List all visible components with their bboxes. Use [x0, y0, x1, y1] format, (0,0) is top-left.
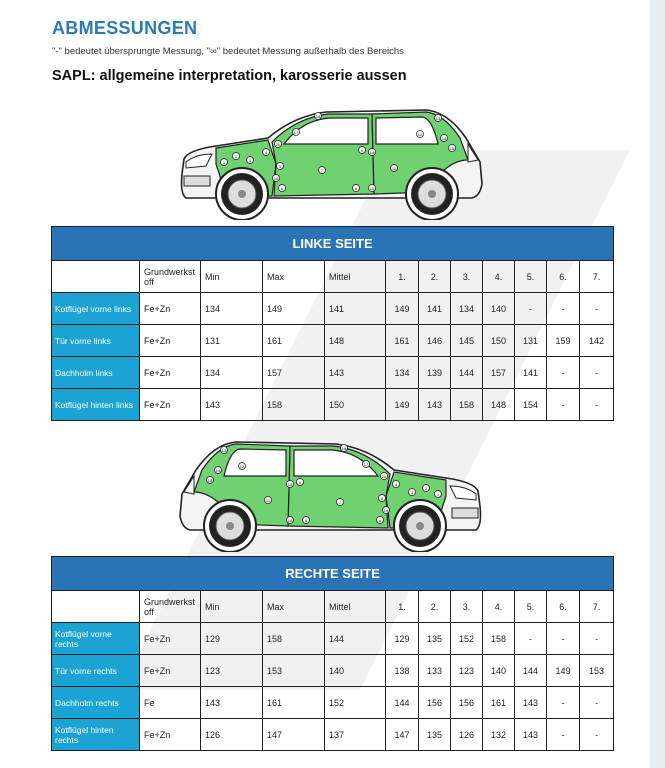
svg-text:10: 10 [287, 518, 293, 523]
row-label: Kotflügel vorne rechts [52, 623, 140, 655]
cell-m2: 143 [419, 389, 451, 421]
cell-m1: 144 [386, 687, 419, 719]
cell-m4: 132 [483, 719, 515, 751]
cell-material: Fe+Zn [140, 293, 201, 325]
cell-material: Fe+Zn [140, 357, 201, 389]
car-left-side-diagram [176, 104, 486, 220]
svg-text:12: 12 [239, 464, 245, 469]
svg-text:4: 4 [264, 150, 268, 155]
col-header-min: Min [201, 261, 263, 293]
cell-m6: - [547, 623, 580, 655]
cell-m7: - [580, 357, 614, 389]
cell-avg: 141 [325, 293, 386, 325]
row-label: Tür vorne rechts [52, 655, 140, 687]
col-header-material: Grundwerkstoff [140, 591, 201, 623]
cell-m4: 157 [483, 357, 515, 389]
cell-m6: - [547, 687, 580, 719]
table-title: RECHTE SEITE [52, 557, 614, 591]
col-header-min: Min [201, 591, 263, 623]
cell-max: 149 [263, 293, 325, 325]
cell-min: 134 [201, 357, 263, 389]
svg-text:15: 15 [207, 478, 213, 483]
row-label: Tür vorne links [52, 325, 140, 357]
cell-avg: 144 [325, 623, 386, 655]
table-row [52, 623, 614, 655]
col-header-m5: 5. [515, 261, 547, 293]
col-header-avg: Mittel [325, 261, 386, 293]
cell-m4: 148 [483, 389, 515, 421]
table-row [52, 293, 614, 325]
svg-text:19: 19 [383, 508, 389, 513]
cell-m5: 131 [515, 325, 547, 357]
row-label: Dachholm rechts [52, 687, 140, 719]
cell-m2: 156 [419, 687, 451, 719]
col-header-m1: 1. [386, 591, 419, 623]
cell-material: Fe+Zn [140, 623, 201, 655]
cell-material: Fe+Zn [140, 325, 201, 357]
cell-m2: 141 [419, 293, 451, 325]
cell-m4: 140 [483, 293, 515, 325]
car-right-side-diagram [176, 436, 486, 552]
row-label: Kotflügel vorne links [52, 293, 140, 325]
col-header-m7: 7. [580, 591, 614, 623]
cell-m5: 143 [515, 719, 547, 751]
col-header-max: Max [263, 261, 325, 293]
col-header-m2: 2. [419, 591, 451, 623]
car-body [180, 442, 481, 552]
svg-text:14: 14 [215, 468, 221, 473]
cell-m2: 133 [419, 655, 451, 687]
cell-m3: 123 [451, 655, 483, 687]
cell-m1: 134 [386, 357, 419, 389]
svg-text:14: 14 [441, 136, 447, 141]
cell-m3: 158 [451, 389, 483, 421]
cell-m1: 149 [386, 293, 419, 325]
row-label: Dachholm links [52, 357, 140, 389]
col-header-m4: 4. [483, 591, 515, 623]
table-row [52, 719, 614, 751]
cell-max: 158 [263, 623, 325, 655]
cell-m3: 126 [451, 719, 483, 751]
table-title: LINKE SEITE [52, 227, 614, 261]
cell-m5: - [515, 293, 547, 325]
corner-cell [52, 591, 140, 623]
col-header-avg: Mittel [325, 591, 386, 623]
cell-material: Fe+Zn [140, 389, 201, 421]
svg-text:11: 11 [265, 498, 271, 503]
table-row [52, 357, 614, 389]
svg-text:13: 13 [435, 116, 441, 121]
cell-material: Fe+Zn [140, 719, 201, 751]
svg-text:11: 11 [391, 166, 397, 171]
svg-text:8: 8 [354, 186, 358, 191]
cell-min: 134 [201, 293, 263, 325]
col-header-m2: 2. [419, 261, 451, 293]
col-header-material: Grundwerkstoff [140, 261, 201, 293]
cell-m3: 156 [451, 687, 483, 719]
svg-text:15: 15 [449, 146, 455, 151]
cell-m5: - [515, 623, 547, 655]
cell-avg: 150 [325, 389, 386, 421]
left-side-table [51, 226, 614, 421]
svg-text:3: 3 [248, 158, 252, 163]
svg-text:19: 19 [273, 176, 279, 181]
svg-text:16: 16 [341, 446, 347, 451]
cell-m7: - [580, 687, 614, 719]
svg-text:12: 12 [417, 132, 423, 137]
svg-text:17: 17 [293, 130, 299, 135]
col-header-m4: 4. [483, 261, 515, 293]
cell-avg: 140 [325, 655, 386, 687]
col-header-max: Max [263, 591, 325, 623]
table-row [52, 687, 614, 719]
cell-m5: 141 [515, 357, 547, 389]
cell-m6: - [547, 389, 580, 421]
svg-text:7: 7 [338, 500, 342, 505]
table-row [52, 655, 614, 687]
svg-text:7: 7 [320, 168, 324, 173]
cell-m7: - [580, 389, 614, 421]
cell-m7: - [580, 293, 614, 325]
corner-cell [52, 261, 140, 293]
svg-text:2: 2 [234, 154, 238, 159]
svg-text:1: 1 [436, 492, 440, 497]
svg-text:10: 10 [369, 186, 375, 191]
cell-min: 143 [201, 687, 263, 719]
cell-m2: 139 [419, 357, 451, 389]
svg-text:17: 17 [363, 462, 369, 467]
cell-m6: - [547, 293, 580, 325]
cell-max: 161 [263, 687, 325, 719]
svg-text:2: 2 [424, 486, 428, 491]
cell-avg: 148 [325, 325, 386, 357]
svg-text:5: 5 [278, 164, 282, 169]
svg-text:5: 5 [380, 496, 384, 501]
cell-m1: 161 [386, 325, 419, 357]
svg-text:4: 4 [394, 482, 398, 487]
col-header-m1: 1. [386, 261, 419, 293]
row-label: Kotflügel hinten rechts [52, 719, 140, 751]
svg-text:13: 13 [221, 448, 227, 453]
cell-m2: 146 [419, 325, 451, 357]
col-header-m6: 6. [547, 591, 580, 623]
cell-m3: 134 [451, 293, 483, 325]
table-row [52, 325, 614, 357]
svg-text:9: 9 [298, 480, 302, 485]
svg-text:1: 1 [222, 160, 226, 165]
cell-avg: 143 [325, 357, 386, 389]
row-label: Kotflügel hinten links [52, 389, 140, 421]
cell-m6: 159 [547, 325, 580, 357]
svg-text:3: 3 [410, 490, 414, 495]
cell-m6: - [547, 357, 580, 389]
cell-m3: 152 [451, 623, 483, 655]
cell-m2: 135 [419, 623, 451, 655]
cell-max: 157 [263, 357, 325, 389]
col-header-m3: 3. [451, 261, 483, 293]
cell-avg: 137 [325, 719, 386, 751]
col-header-m6: 6. [547, 261, 580, 293]
cell-min: 131 [201, 325, 263, 357]
right-side-table [51, 556, 614, 751]
cell-max: 153 [263, 655, 325, 687]
cell-min: 143 [201, 389, 263, 421]
cell-min: 123 [201, 655, 263, 687]
cell-m4: 140 [483, 655, 515, 687]
col-header-m7: 7. [580, 261, 614, 293]
svg-text:6: 6 [378, 518, 382, 523]
cell-m5: 144 [515, 655, 547, 687]
cell-m7: - [580, 719, 614, 751]
svg-text:20: 20 [381, 474, 387, 479]
page-title: ABMESSUNGEN [52, 18, 198, 38]
cell-max: 147 [263, 719, 325, 751]
car-body [182, 110, 483, 220]
svg-text:16: 16 [315, 114, 321, 119]
table-header-row [52, 591, 614, 623]
cell-m7: - [580, 623, 614, 655]
cell-material: Fe+Zn [140, 655, 201, 687]
cell-m3: 144 [451, 357, 483, 389]
cell-m1: 149 [386, 389, 419, 421]
cell-m1: 129 [386, 623, 419, 655]
table-header-row [52, 261, 614, 293]
svg-text:6: 6 [280, 186, 284, 191]
col-header-m3: 3. [451, 591, 483, 623]
cell-m1: 147 [386, 719, 419, 751]
legend-note: "-" bedeutet übersprungte Messung, "∞" bedeutet Messung außerhalb des Bereichs [52, 46, 404, 57]
svg-text:9: 9 [360, 148, 364, 153]
cell-m6: - [547, 719, 580, 751]
cell-max: 158 [263, 389, 325, 421]
svg-text:20: 20 [275, 142, 281, 147]
cell-m4: 161 [483, 687, 515, 719]
col-header-m5: 5. [515, 591, 547, 623]
cell-m2: 135 [419, 719, 451, 751]
section-title: SAPL: allgemeine interpretation, karosserie aussen [52, 68, 407, 84]
svg-text:8: 8 [304, 518, 308, 523]
cell-material: Fe [140, 687, 201, 719]
table-row [52, 389, 614, 421]
svg-text:18: 18 [287, 482, 293, 487]
cell-m7: 153 [580, 655, 614, 687]
cell-m5: 154 [515, 389, 547, 421]
cell-m4: 158 [483, 623, 515, 655]
cell-avg: 152 [325, 687, 386, 719]
cell-m6: 149 [547, 655, 580, 687]
cell-min: 129 [201, 623, 263, 655]
cell-m4: 150 [483, 325, 515, 357]
cell-m1: 138 [386, 655, 419, 687]
svg-text:18: 18 [369, 150, 375, 155]
cell-m5: 143 [515, 687, 547, 719]
cell-m7: 142 [580, 325, 614, 357]
cell-min: 126 [201, 719, 263, 751]
cell-m3: 145 [451, 325, 483, 357]
cell-max: 161 [263, 325, 325, 357]
